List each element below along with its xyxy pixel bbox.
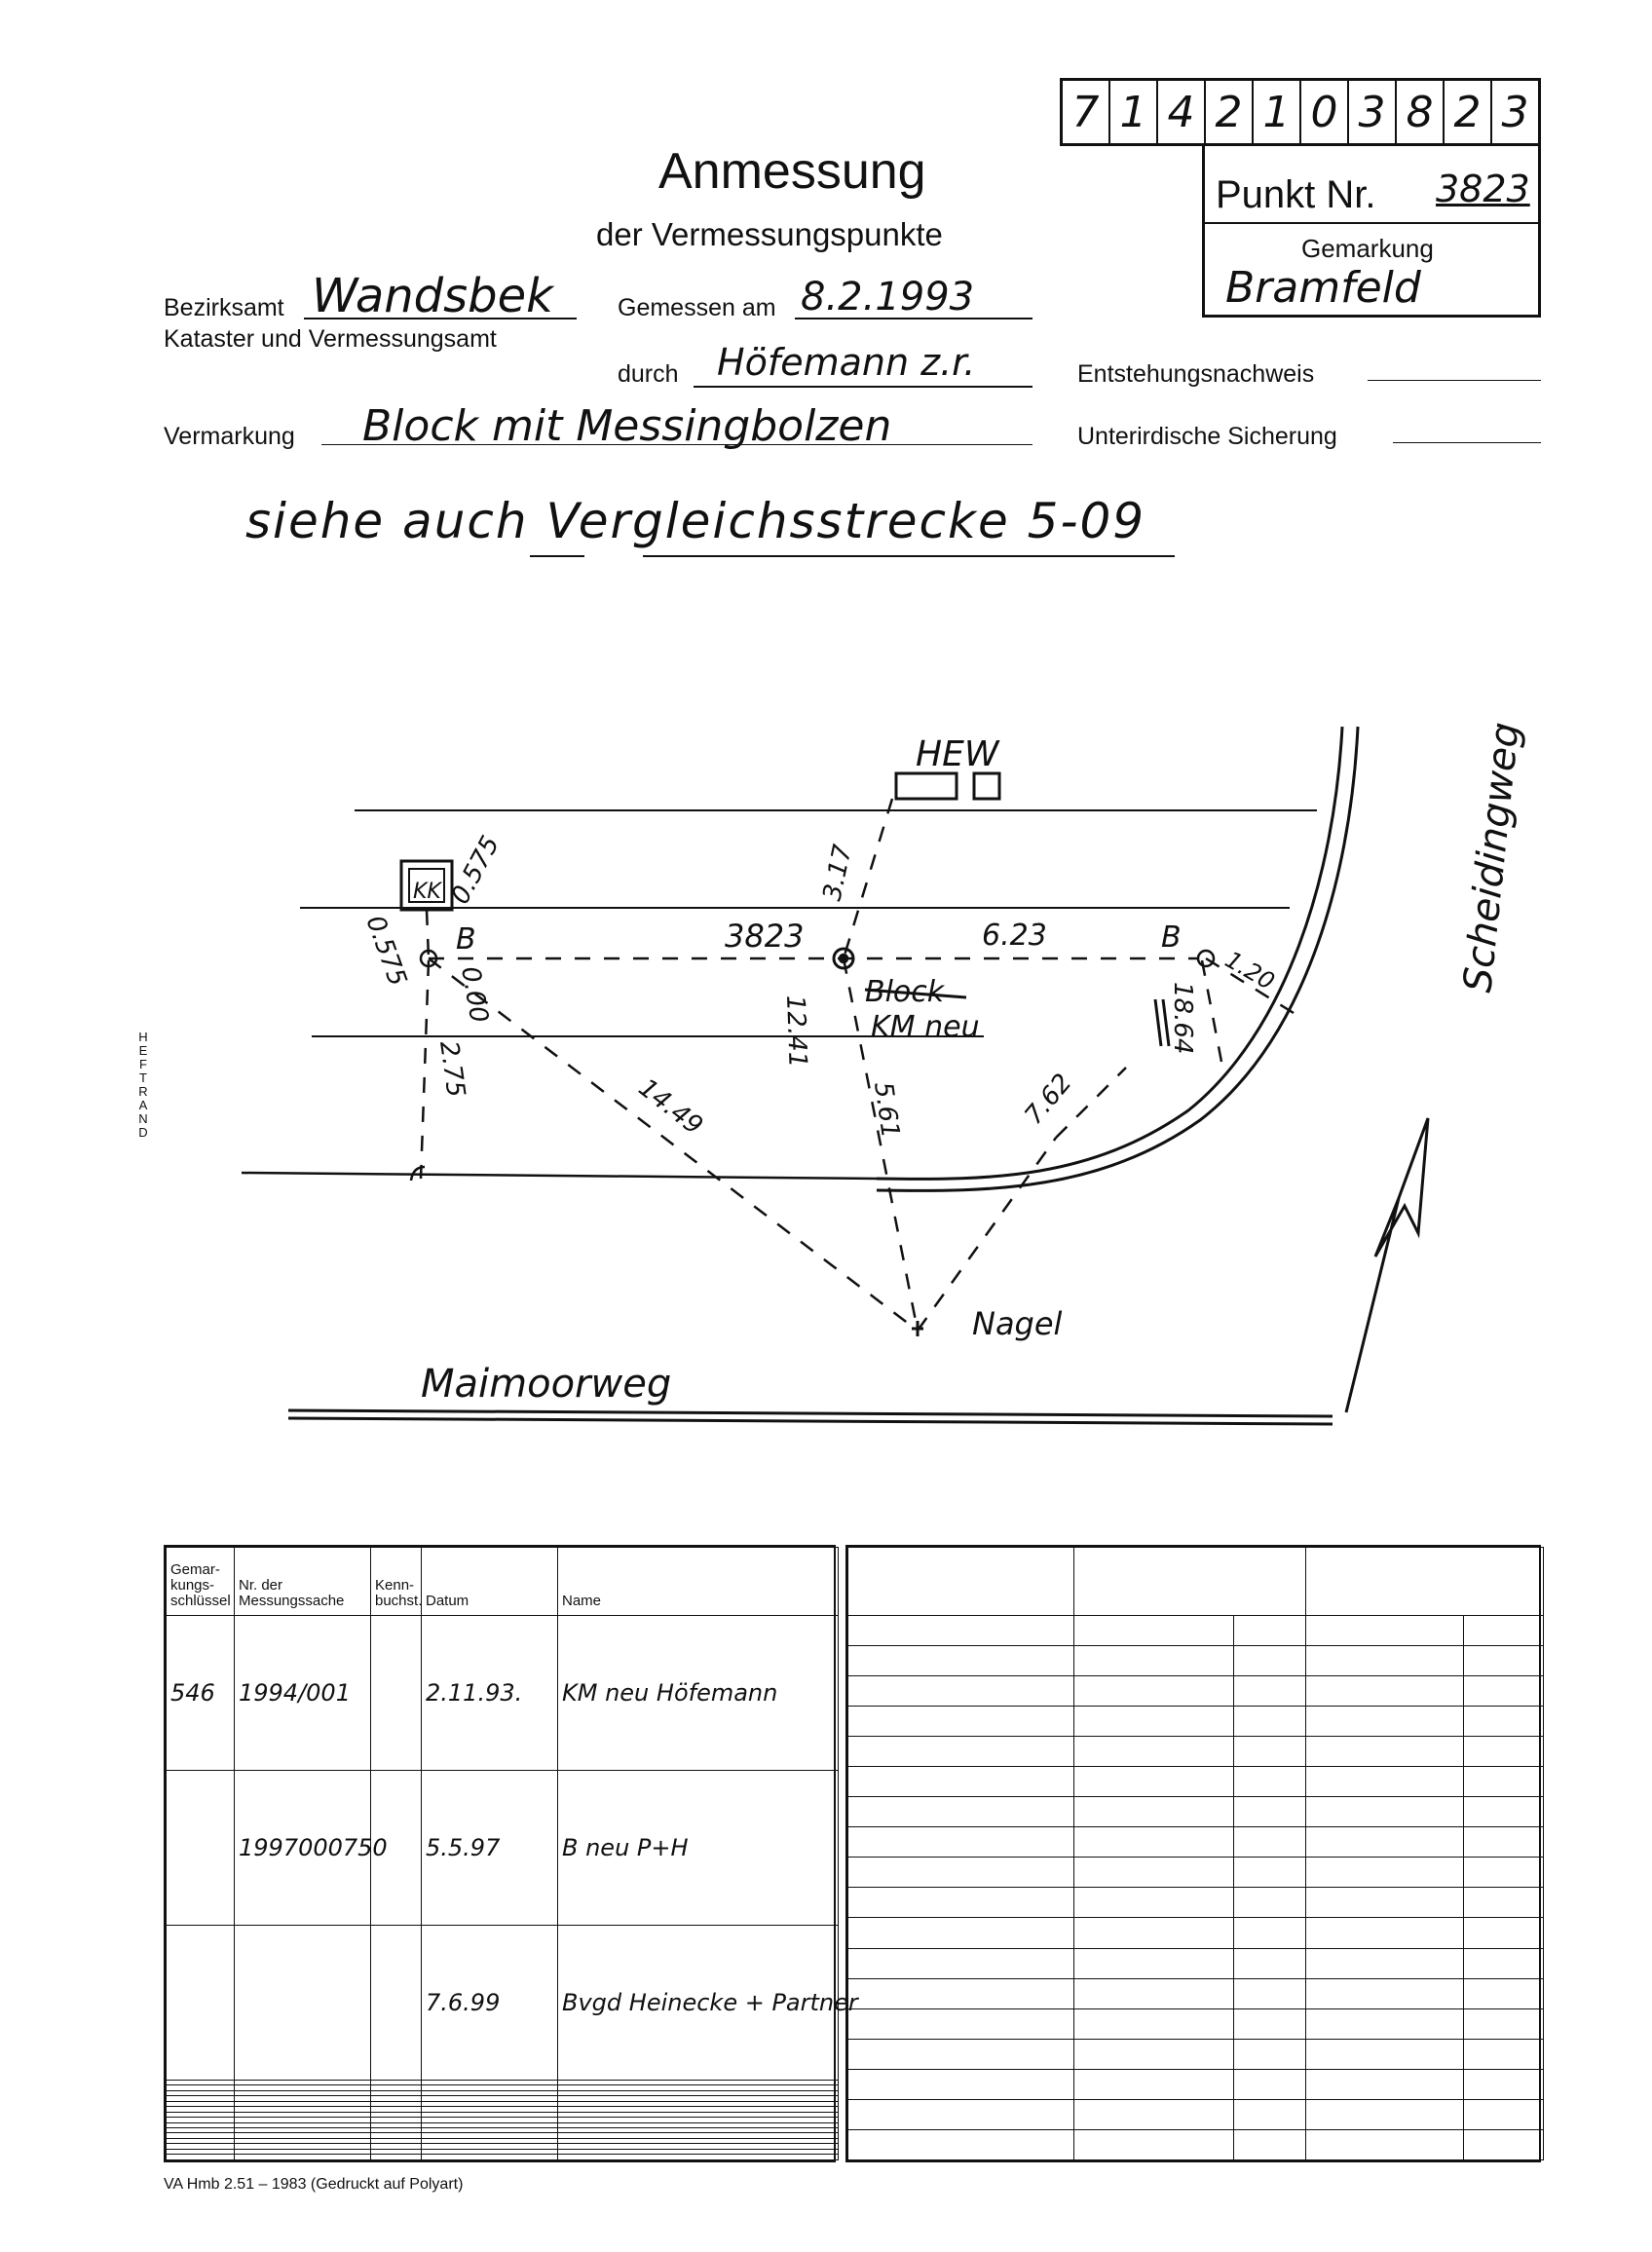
label-nagel: Nagel [972,1305,1063,1342]
label-b-right: B [1161,920,1182,955]
table-header-cell: Gemar-kungs-schlüssel [167,1548,235,1616]
table-cell [1234,2069,1306,2099]
table-cell [1306,2099,1464,2129]
table-cell [1306,1948,1464,1978]
identifier-digit: 2 [1443,81,1490,143]
table-cell [1464,1918,1544,1948]
label-maimoorweg: Maimoorweg [421,1362,672,1407]
document-subtitle: der Vermessungspunkte [596,216,943,252]
table-cell: 5.5.97 [422,1770,558,1925]
table-cell: 2.11.93. [422,1616,558,1771]
table-cell [422,2155,558,2160]
record-table-right [845,1545,1541,2162]
table-cell [1464,1797,1544,1827]
table-header-cell [1306,1548,1544,1616]
table-cell [1464,1888,1544,1918]
table-cell [1464,1707,1544,1737]
table-cell: Bvgd Heinecke + Partner [558,1925,839,2080]
table-cell [1306,1918,1464,1948]
table-header-cell [848,1548,1074,1616]
table-cell [848,1737,1074,1767]
table-cell [1074,1767,1234,1797]
label-0575-left: 0.575 [359,912,413,991]
label-120: 1.20 [1220,945,1280,995]
table-cell [167,1770,235,1925]
table-cell [235,2155,371,2160]
table-cell [1234,1616,1306,1646]
table-row [848,2039,1544,2069]
identifier-digit: 4 [1156,81,1204,143]
table-cell [1074,2069,1234,2099]
identifier-digit: 2 [1204,81,1252,143]
maimoorweg-line-2 [288,1418,1333,1424]
table-cell [1074,2008,1234,2039]
table-cell [1306,1858,1464,1888]
table-cell [1464,2069,1544,2099]
table-cell [848,1978,1074,2008]
table-cell [848,1676,1074,1707]
table-row [848,1978,1544,2008]
table-cell [1074,1707,1234,1737]
table-cell [1234,1737,1306,1767]
table-cell [1074,1948,1234,1978]
document-title: Anmessung [658,143,926,200]
table-cell [1306,1767,1464,1797]
identifier-digit: 3 [1347,81,1395,143]
table-cell [848,1707,1074,1737]
table-cell [1234,1676,1306,1707]
label-hew: HEW [916,734,999,774]
table-cell [1074,1978,1234,2008]
table-cell [848,1767,1074,1797]
table-cell [1464,1767,1544,1797]
table-cell [1234,1646,1306,1676]
table-cell [1234,2008,1306,2039]
table-cell [371,2155,422,2160]
table-cell [1464,2099,1544,2129]
table-cell [848,2008,1074,2039]
table-cell [1464,1616,1544,1646]
table-cell [1464,2039,1544,2069]
label-623: 6.23 [982,919,1047,953]
gemarkung-label: Gemarkung [1301,234,1434,263]
bezirksamt-value: Wandsbek [312,269,553,323]
table-cell: KM neu Höfemann [558,1616,839,1771]
kataster-label: Kataster und Vermessungsamt [164,325,497,353]
table-cell [848,1646,1074,1676]
punkt-label: Punkt Nr. [1216,173,1376,216]
table-row [848,2008,1544,2039]
diag-1449-dashed [429,958,918,1331]
maimoorweg-line-1 [288,1410,1333,1416]
label-block-struck: Block [865,975,945,1009]
bezirksamt-label: Bezirksamt [164,294,284,321]
table-cell: 1994/001 [235,1616,371,1771]
hew-building [896,773,957,799]
table-cell [1074,1918,1234,1948]
gemarkung-value: Bramfeld [1225,263,1421,313]
table-cell [1464,1646,1544,1676]
table-row [848,1737,1544,1767]
table-row [848,1948,1544,1978]
table-row [848,1767,1544,1797]
table-cell [1074,2039,1234,2069]
table-cell [848,1616,1074,1646]
label-1241: 12.41 [780,995,812,1069]
table-cell [1464,2129,1544,2159]
identifier-digit: 3 [1490,81,1538,143]
table-header-cell: Kenn-buchst. [371,1548,422,1616]
table-row [848,1616,1544,1646]
identifier-digit: 8 [1395,81,1443,143]
vermarkung-value: Block mit Messingbolzen [362,401,892,451]
table-row [848,1646,1544,1676]
table-cell [1074,1797,1234,1827]
label-762: 7.62 [1019,1068,1078,1131]
table-row [848,1676,1544,1707]
label-275: 2.75 [433,1038,470,1100]
table-header-cell: Nr. der Messungssache [235,1548,371,1616]
table-row [848,1858,1544,1888]
label-561: 5.61 [868,1079,905,1141]
table-cell [1234,1858,1306,1888]
table-cell [1234,2099,1306,2129]
label-b-left: B [456,922,476,957]
table-cell [848,1858,1074,1888]
table-row [848,2069,1544,2099]
table-cell [1464,2008,1544,2039]
table-header-cell: Name [558,1548,839,1616]
table-cell [1306,1978,1464,2008]
handwritten-note: siehe auch Vergleichsstrecke 5-09 [245,493,1146,549]
label-000: 0.00 [455,964,494,1026]
table-cell [1464,1827,1544,1858]
table-cell [848,2099,1074,2129]
table-cell: 7.6.99 [422,1925,558,2080]
record-table-left [164,1545,858,2162]
table-cell [1306,1707,1464,1737]
table-cell [1306,1737,1464,1767]
table-row [848,1797,1544,1827]
scheidingweg-curve-inner [877,727,1358,1190]
label-1449: 14.49 [632,1072,708,1142]
table-cell [235,1925,371,2080]
table-cell [848,1948,1074,1978]
table-cell [1306,1888,1464,1918]
table-cell [1234,2129,1306,2159]
table-row [167,1925,839,2080]
table-cell [1306,1616,1464,1646]
table-row [848,1918,1544,1948]
print-note: VA Hmb 2.51 – 1983 (Gedruckt auf Polyart) [164,2176,464,2193]
table-cell [1464,1978,1544,2008]
vermarkung-label: Vermarkung [164,423,295,450]
label-kk: KK [413,880,441,904]
table-cell [1074,1827,1234,1858]
label-1864: 18.64 [1168,982,1197,1055]
table-cell [1074,2099,1234,2129]
point-3823-center [840,955,847,962]
identifier-digit: 7 [1071,87,1100,137]
b-left-down-dashed [421,960,429,1179]
table-cell [1464,1676,1544,1707]
table-cell [848,1797,1074,1827]
table-cell [1074,1888,1234,1918]
gemessen-value: 8.2.1993 [801,275,975,319]
label-0575-top: 0.575 [445,831,507,910]
label-km-neu: KM neu [871,1010,980,1044]
table-header-cell [1074,1548,1306,1616]
table-cell [848,1827,1074,1858]
punkt-value: 3823 [1436,168,1530,210]
label-point-number: 3823 [725,918,805,955]
table-cell [848,2069,1074,2099]
table-cell [1074,2129,1234,2159]
table-cell [1074,1616,1234,1646]
table-cell [1306,2129,1464,2159]
table-cell: B neu P+H [558,1770,839,1925]
table-cell [1234,1978,1306,2008]
table-cell [1306,2069,1464,2099]
table-cell [1306,1676,1464,1707]
table-cell [848,2129,1074,2159]
identifier-digit: 1 [1252,81,1299,143]
road-line-upper [242,1173,877,1179]
table-cell [1074,1676,1234,1707]
table-cell [167,1925,235,2080]
table-cell [1234,1888,1306,1918]
table-cell [1306,1797,1464,1827]
north-arrow [1346,1118,1428,1412]
heftrand-label: HEFTRAND [138,1030,148,1140]
entstehung-label: Entstehungsnachweis [1077,360,1315,388]
table-cell [1074,1646,1234,1676]
table-row [167,1770,839,1925]
table-cell [1234,1707,1306,1737]
table-cell [848,1888,1074,1918]
table-row [167,2155,839,2160]
label-317: 3.17 [817,842,858,904]
label-scheidingweg: Scheidingweg [1455,720,1529,995]
table-cell [1234,2039,1306,2069]
b-right-mark [1155,999,1161,1046]
table-cell [1464,1948,1544,1978]
table-cell [1234,1797,1306,1827]
durch-label: durch [618,360,679,388]
b-right-to-curve-dashed [1202,960,1221,1062]
table-cell [1306,1646,1464,1676]
table-row [848,1888,1544,1918]
table-cell [1234,1767,1306,1797]
table-cell [1234,1827,1306,1858]
table-row [848,1827,1544,1858]
identifier-digit: 0 [1299,81,1347,143]
table-cell [558,2155,839,2160]
table-cell: 1997000750 [235,1770,371,1925]
table-cell [848,2039,1074,2069]
table-cell [1306,2039,1464,2069]
table-cell [371,1925,422,2080]
durch-value: Höfemann z.r. [717,341,976,384]
table-row [167,1616,839,1771]
table-cell [1464,1737,1544,1767]
table-cell [1234,1918,1306,1948]
identifier-digit: 1 [1108,81,1156,143]
table-cell [1074,1858,1234,1888]
table-cell [167,2155,235,2160]
table-cell [848,1918,1074,1948]
table-row [848,1707,1544,1737]
gemessen-label: Gemessen am [618,294,776,321]
table-row [848,2099,1544,2129]
scheidingweg-curve-outer [877,727,1342,1179]
table-cell [1306,1827,1464,1858]
table-cell [1464,1858,1544,1888]
hew-building-small [974,773,999,799]
nagel-to-curve-dashed [918,1138,1056,1331]
table-row [848,2129,1544,2159]
table-cell: 546 [167,1616,235,1771]
table-cell [371,1616,422,1771]
table-cell [1074,1737,1234,1767]
unterirdisch-label: Unterirdische Sicherung [1077,423,1337,450]
table-header-cell: Datum [422,1548,558,1616]
table-cell [1234,1948,1306,1978]
table-cell [1306,2008,1464,2039]
